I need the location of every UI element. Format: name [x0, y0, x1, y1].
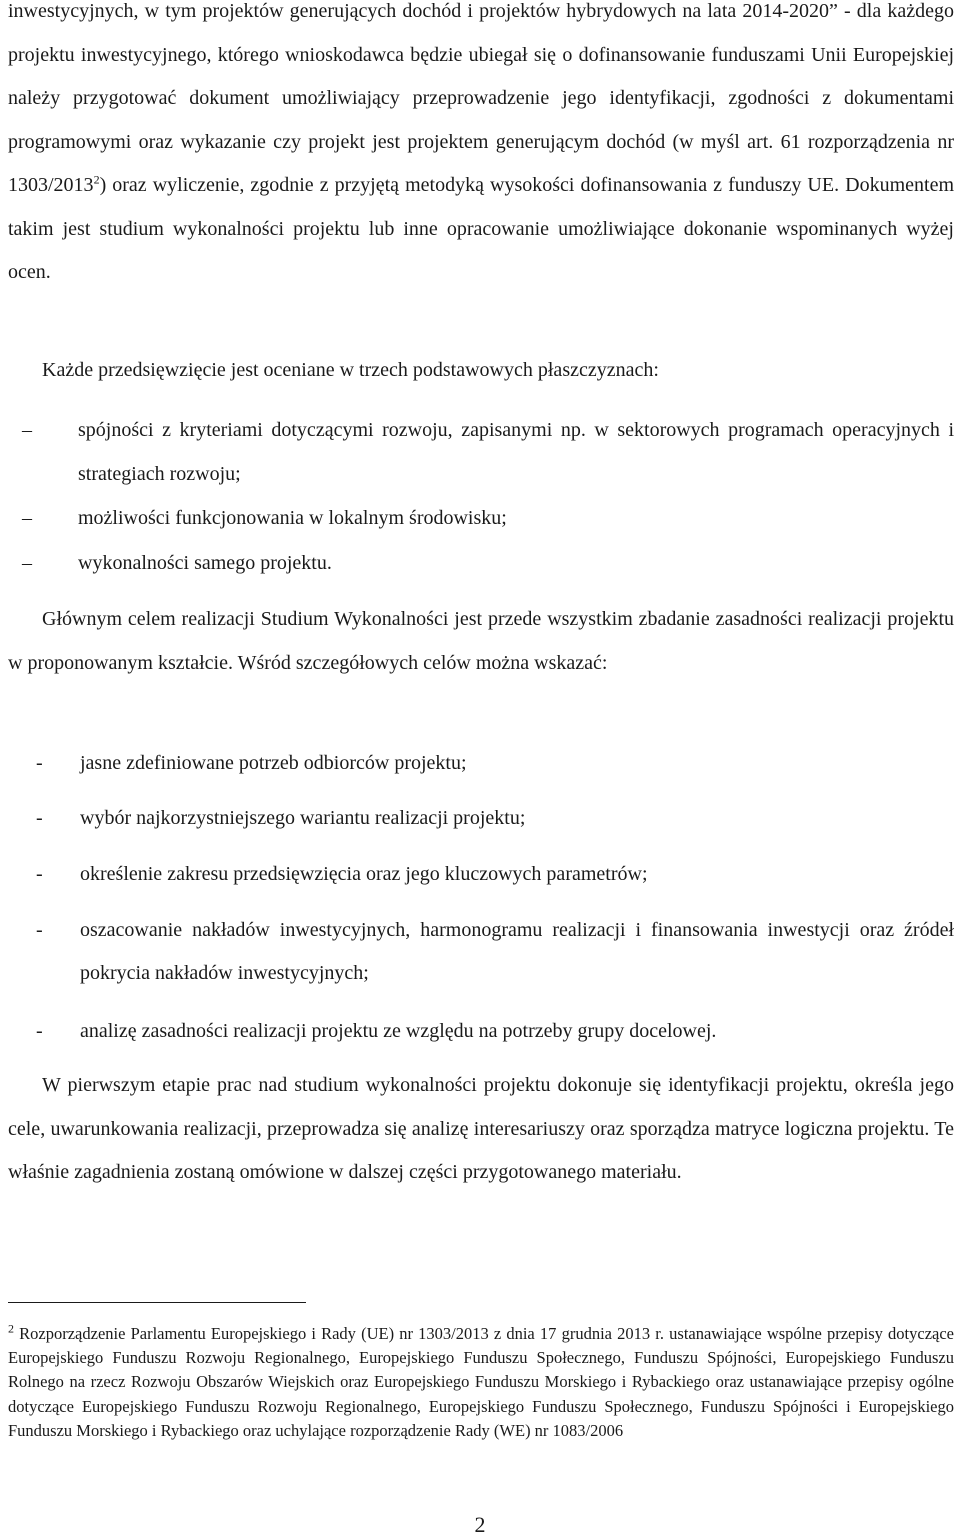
page-number: 2: [474, 1512, 486, 1537]
dash-list-item: [8, 542, 954, 586]
hyphen-bullet: -: [36, 807, 43, 829]
footnote-separator: [8, 1302, 306, 1303]
footnote-text: Rozporządzenie Parlamentu Europejskiego i Rady (UE) nr 1303/2013 z dnia 17 grudnia 2013 r. ustanawiające wspólne przepisy dotyczące Europejskiego Funduszu Rozwoju Regionalnego, Europejskiego Funduszu Społecznego, Funduszu Spójności, Europejskiego Funduszu Rolnego na rzecz Rozwoju Obszarów Wiejskich oraz Europejskiego Funduszu Morskiego i Rybackiego oraz ustanawiające przepisy ogólne dotyczące Europejskiego Funduszu Rozwoju Regionalnego, Europejskiego Funduszu Społecznego, Funduszu Spójności i Europejskiego Funduszu Morskiego i Rybackiego oraz uchylające rozporządzenie Rady (WE) nr 1083/2006: [8, 1324, 954, 1440]
hyphen-list-item: [8, 853, 954, 896]
hyphen-bullet: -: [36, 1020, 43, 1042]
dash-list-item-text: spójności z kryteriami dotyczącymi rozwoju, zapisanymi np. w sektorowych programach operacyjnych i strategiach rozwoju;: [78, 419, 954, 485]
hyphen-list-item: [8, 909, 954, 995]
hyphen-list-item-text: jasne zdefiniowane potrzeb odbiorców projektu;: [80, 752, 467, 774]
paragraph-study-goal: Głównym celem realizacji Studium Wykonalności jest przede wszystkim zbadanie zasadności realizacji projektu w proponowanym kształcie. Wśród szczegółowych celów można wskazać:: [8, 608, 954, 674]
dash-list-item-text: wykonalności samego projektu.: [78, 552, 332, 574]
dash-bullet: –: [22, 419, 32, 441]
footnote-reference[interactable]: 2: [93, 172, 100, 187]
paragraph-intro-text-b: ) oraz wyliczenie, zgodnie z przyjętą metodyką wysokości dofinansowania z funduszy UE. Dokumentem takim jest studium wykonalności projektu lub inne opracowanie umożliwiające dokonanie wspominanych wyżej ocen.: [8, 174, 954, 283]
paragraph-planes-intro: Każde przedsięwzięcie jest oceniane w trzech podstawowych płaszczyznach:: [42, 359, 659, 381]
footnote: [8, 1322, 954, 1443]
dash-bullet: –: [22, 507, 32, 529]
hyphen-bullet: -: [36, 863, 43, 885]
hyphen-list-item: [8, 1010, 954, 1053]
footnote-number: 2: [8, 1321, 14, 1336]
hyphen-list-item-text: określenie zakresu przedsięwzięcia oraz jego kluczowych parametrów;: [80, 863, 648, 885]
dash-list-item-text: możliwości funkcjonowania w lokalnym środowisku;: [78, 507, 507, 529]
paragraph-first-stage: W pierwszym etapie prac nad studium wykonalności projektu dokonuje się identyfikacji projektu, określa jego cele, uwarunkowania realizacji, przeprowadza się analizę interesariuszy oraz sporządza matryce logiczna projektu. Te właśnie zagadnienia zostaną omówione w dalszej części przygotowanego materiału.: [8, 1074, 954, 1183]
paragraph-intro: [8, 0, 954, 295]
hyphen-list-item: [8, 742, 954, 785]
dash-bullet: –: [22, 552, 32, 574]
hyphen-list-item-text: analizę zasadności realizacji projektu ze względu na potrzeby grupy docelowej.: [80, 1020, 717, 1042]
hyphen-bullet: -: [36, 919, 43, 941]
hyphen-bullet: -: [36, 752, 43, 774]
hyphen-list-item: [8, 797, 954, 840]
hyphen-list-item-text: oszacowanie nakładów inwestycyjnych, harmonogramu realizacji i finansowania inwestycji oraz źródeł pokrycia nakładów inwestycyjnych;: [80, 919, 954, 984]
hyphen-list-item-text: wybór najkorzystniejszego wariantu realizacji projektu;: [80, 807, 526, 829]
dash-list-item: [8, 497, 954, 541]
paragraph-intro-text-a: inwestycyjnych, w tym projektów generujących dochód i projektów hybrydowych na lata 2014-2020” - dla każdego projektu inwestycyjnego, którego wnioskodawca będzie ubiegał się o dofinansowanie funduszami Unii Europejskiej należy przygotować dokument umożliwiający przeprowadzenie jego identyfikacji, zgodności z dokumentami programowymi oraz wykazanie czy projekt jest projektem generującym dochód (w myśl art. 61 rozporządzenia nr 1303/2013: [8, 0, 954, 196]
dash-list-item: [8, 409, 954, 496]
